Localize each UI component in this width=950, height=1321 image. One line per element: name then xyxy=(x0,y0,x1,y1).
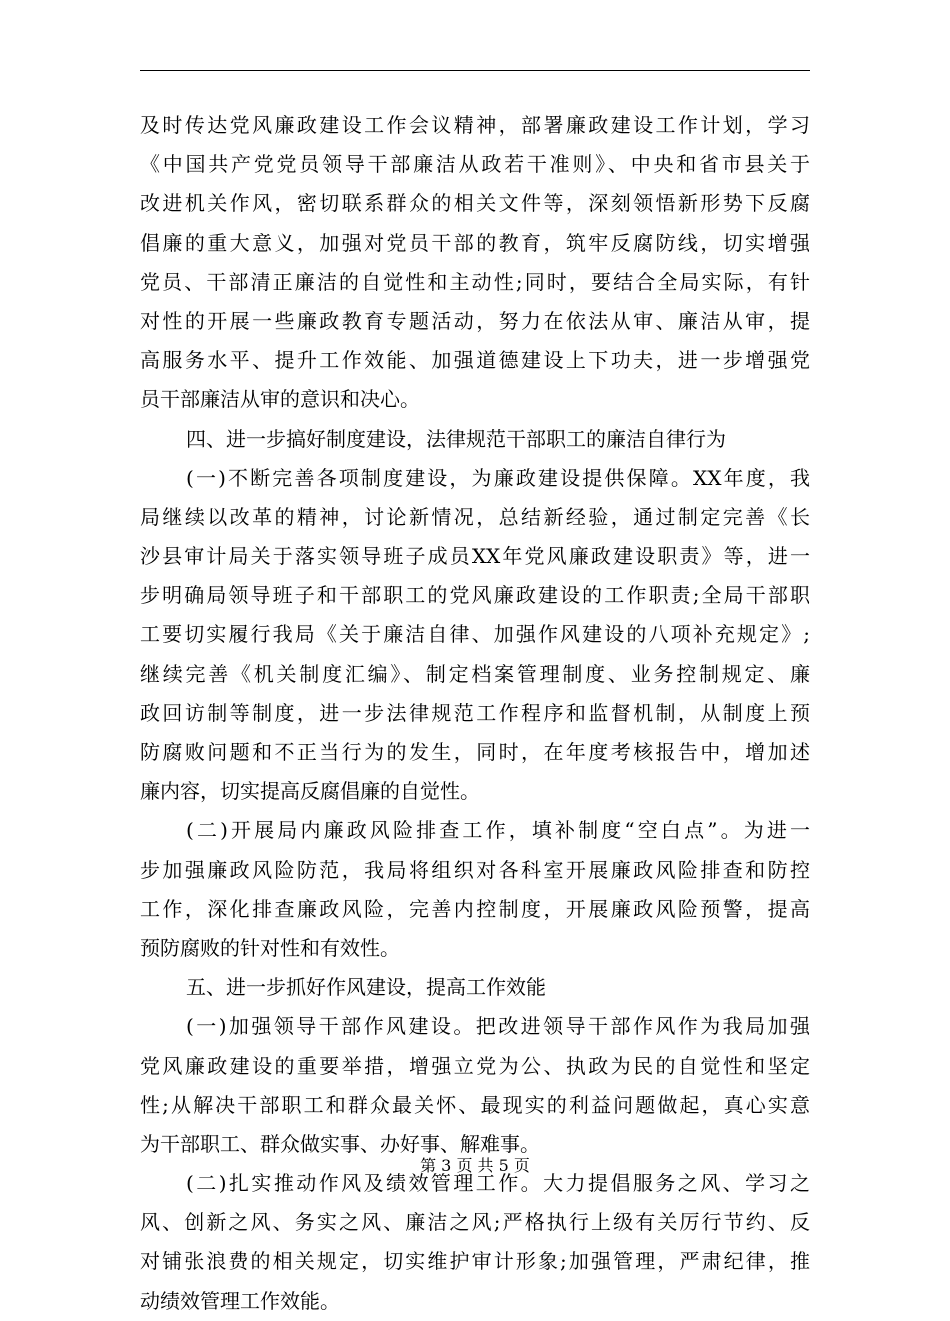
page-number: 第 3 页 共 5 页 xyxy=(420,1156,530,1175)
text-line: 对性的开展一些廉政教育专题活动，努力在依法从审、廉洁从审，提 xyxy=(140,308,810,333)
text-line: 工作，深化排查廉政风险，完善内控制度，开展廉政风险预警，提高 xyxy=(140,896,810,921)
text-line: 政回访制等制度，进一步法律规范工作程序和监督机制，从制度上预 xyxy=(140,700,810,725)
text-line: 廉内容，切实提高反腐倡廉的自觉性。 xyxy=(140,779,480,804)
text-line: 动绩效管理工作效能。 xyxy=(140,1288,340,1313)
text-line: 风、创新之风、务实之风、廉洁之风;严格执行上级有关厉行节约、反 xyxy=(140,1210,810,1235)
header-rule xyxy=(140,70,810,71)
text-line: 沙县审计局关于落实领导班子成员XX年党风廉政建设职责》等，进一 xyxy=(140,544,810,569)
text-line: 党风廉政建设的重要举措，增强立党为公、执政为民的自觉性和坚定 xyxy=(140,1053,810,1078)
text-line: 局继续以改革的精神，讨论新情况，总结新经验，通过制定完善《长 xyxy=(140,504,810,529)
text-line: (二)扎实推动作风及绩效管理工作。大力提倡服务之风、学习之 xyxy=(186,1171,810,1196)
text-line: (一)不断完善各项制度建设，为廉政建设提供保障。XX年度，我 xyxy=(186,465,810,490)
text-line: 步加强廉政风险防范，我局将组织对各科室开展廉政风险排查和防控 xyxy=(140,857,810,882)
text-line: 高服务水平、提升工作效能、加强道德建设上下功夫，进一步增强党 xyxy=(140,348,810,373)
text-line: 继续完善《机关制度汇编》、制定档案管理制度、业务控制规定、廉 xyxy=(140,661,810,686)
text-line: 倡廉的重大意义，加强对党员干部的教育，筑牢反腐防线，切实增强 xyxy=(140,230,810,255)
section-heading: 四、进一步搞好制度建设，法律规范干部职工的廉洁自律行为 xyxy=(186,426,726,451)
section-heading: 五、进一步抓好作风建设，提高工作效能 xyxy=(186,975,546,1000)
text-line: 员干部廉洁从审的意识和决心。 xyxy=(140,387,420,412)
text-line: 及时传达党风廉政建设工作会议精神，部署廉政建设工作计划，学习 xyxy=(140,113,810,137)
text-line: 为干部职工、群众做实事、办好事、解难事。 xyxy=(140,1131,540,1156)
text-line: (一)加强领导干部作风建设。把改进领导干部作风作为我局加强 xyxy=(186,1014,810,1039)
text-line: 工要切实履行我局《关于廉洁自律、加强作风建设的八项补充规定》; xyxy=(140,622,810,647)
text-line: 党员、干部清正廉洁的自觉性和主动性;同时，要结合全局实际，有针 xyxy=(140,269,810,294)
text-line: (二)开展局内廉政风险排查工作，填补制度“空白点”。为进一 xyxy=(186,818,810,843)
text-line: 预防腐败的针对性和有效性。 xyxy=(140,935,400,960)
text-line: 改进机关作风，密切联系群众的相关文件等，深刻领悟新形势下反腐 xyxy=(140,191,810,216)
text-line: 《中国共产党党员领导干部廉洁从政若干准则》、中央和省市县关于 xyxy=(140,152,810,177)
text-line: 对铺张浪费的相关规定，切实维护审计形象;加强管理，严肃纪律，推 xyxy=(140,1249,810,1274)
text-line: 防腐败问题和不正当行为的发生，同时，在年度考核报告中，增加述 xyxy=(140,740,810,764)
page-footer xyxy=(0,1156,950,1176)
document-body xyxy=(140,106,810,1321)
text-line: 步明确局领导班子和干部职工的党风廉政建设的工作职责;全局干部职 xyxy=(140,583,810,608)
text-line: 性;从解决干部职工和群众最关怀、最现实的利益问题做起，真心实意 xyxy=(140,1092,810,1117)
